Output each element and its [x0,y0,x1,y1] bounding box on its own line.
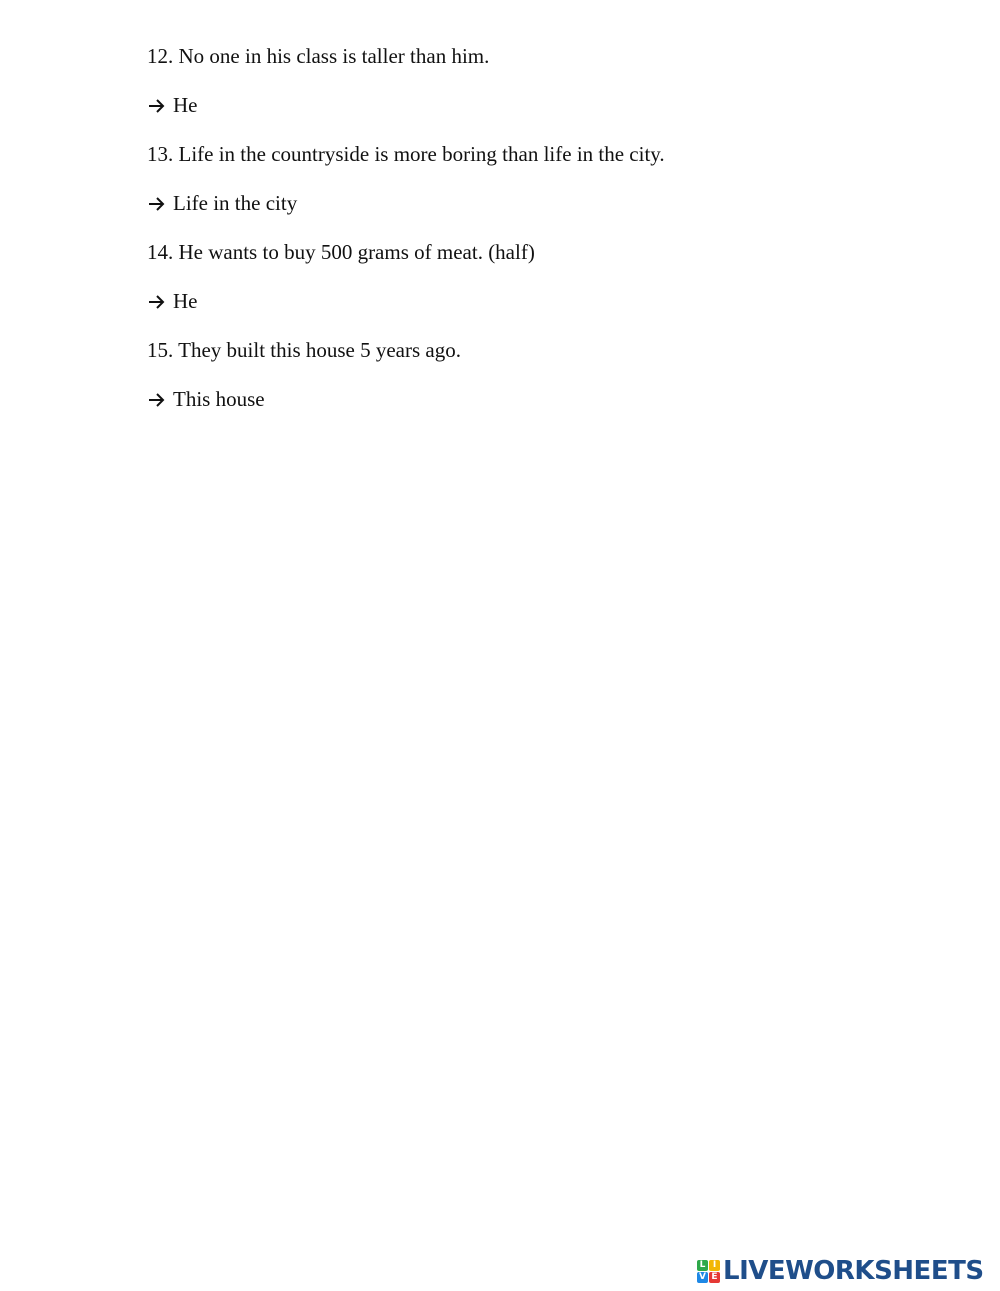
right-arrow-icon [147,89,167,121]
right-arrow-icon [147,187,167,219]
question-text: 13. Life in the countryside is more boring than life in the city. [147,142,665,166]
exercise-item-12 [147,40,907,121]
answer-start-text: Life in the city [173,191,298,215]
logo-mark-letter: I [709,1260,720,1271]
answer-line [147,89,907,121]
question-text: 12. No one in his class is taller than him. [147,44,490,68]
logo-text: LIVEWORKSHEETS [723,1256,984,1286]
logo-mark-letter: L [697,1260,708,1271]
logo-mark-letter: V [697,1272,708,1283]
answer-start-text: He [173,93,198,117]
answer-start-text: This house [173,387,265,411]
exercise-list [147,40,907,432]
answer-line [147,285,907,317]
logo-mark-icon [697,1260,720,1283]
exercise-item-14 [147,236,907,317]
right-arrow-icon [147,285,167,317]
question-text: 15. They built this house 5 years ago. [147,338,461,362]
answer-line [147,383,907,415]
logo-mark-letter: E [709,1272,720,1283]
exercise-item-15 [147,334,907,415]
answer-start-text: He [173,289,198,313]
liveworksheets-logo [697,1256,984,1286]
question-text: 14. He wants to buy 500 grams of meat. (half) [147,240,535,264]
exercise-item-13 [147,138,907,219]
right-arrow-icon [147,383,167,415]
answer-line [147,187,907,219]
